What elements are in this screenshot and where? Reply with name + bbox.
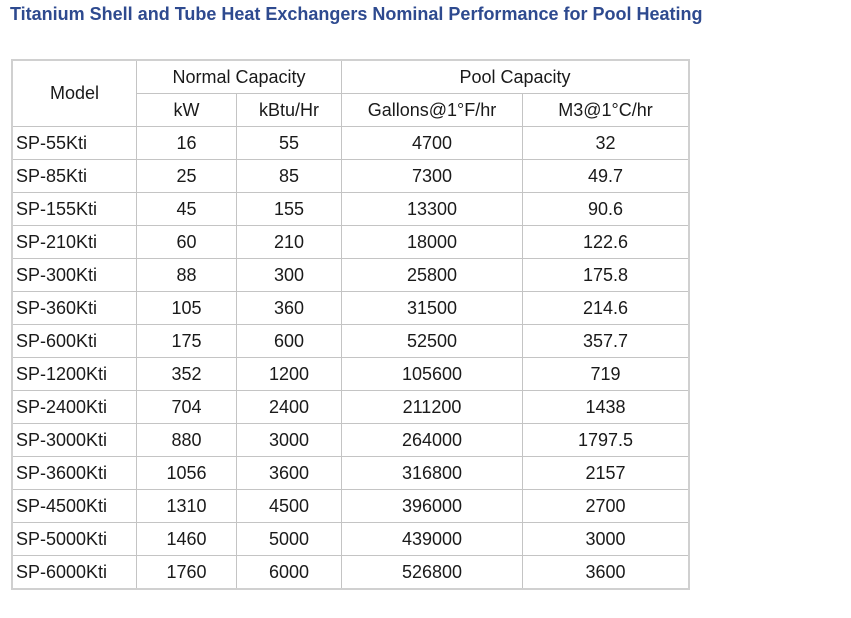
cell-gallons: 13300: [342, 193, 523, 226]
cell-kw: 704: [137, 391, 237, 424]
cell-kw: 105: [137, 292, 237, 325]
cell-kbtu: 1200: [237, 358, 342, 391]
header-normal-capacity: Normal Capacity: [137, 60, 342, 94]
table-body: [12, 127, 689, 590]
table-row: [12, 556, 689, 590]
table-row: [12, 523, 689, 556]
cell-kw: 1760: [137, 556, 237, 590]
cell-kw: 1460: [137, 523, 237, 556]
table-row: [12, 193, 689, 226]
cell-kbtu: 360: [237, 292, 342, 325]
table-row: [12, 127, 689, 160]
cell-m3: 49.7: [523, 160, 690, 193]
cell-kw: 1056: [137, 457, 237, 490]
cell-kw: 352: [137, 358, 237, 391]
cell-gallons: 18000: [342, 226, 523, 259]
cell-m3: 357.7: [523, 325, 690, 358]
cell-kw: 45: [137, 193, 237, 226]
cell-gallons: 526800: [342, 556, 523, 590]
performance-table: [11, 59, 690, 590]
cell-kbtu: 55: [237, 127, 342, 160]
cell-m3: 3000: [523, 523, 690, 556]
cell-m3: 175.8: [523, 259, 690, 292]
page-title: Titanium Shell and Tube Heat Exchangers Nominal Performance for Pool Heating: [10, 4, 703, 24]
cell-kbtu: 600: [237, 325, 342, 358]
header-kbtu: kBtu/Hr: [237, 94, 342, 127]
table-header: [12, 60, 689, 127]
cell-model: SP-4500Kti: [12, 490, 137, 523]
header-row-groups: [12, 60, 689, 94]
cell-m3: 214.6: [523, 292, 690, 325]
table-row: [12, 325, 689, 358]
cell-m3: 2157: [523, 457, 690, 490]
cell-model: SP-300Kti: [12, 259, 137, 292]
table-row: [12, 391, 689, 424]
table-row: [12, 259, 689, 292]
cell-model: SP-5000Kti: [12, 523, 137, 556]
cell-m3: 122.6: [523, 226, 690, 259]
cell-gallons: 439000: [342, 523, 523, 556]
cell-kw: 60: [137, 226, 237, 259]
cell-model: SP-85Kti: [12, 160, 137, 193]
table-row: [12, 226, 689, 259]
cell-model: SP-360Kti: [12, 292, 137, 325]
cell-kbtu: 4500: [237, 490, 342, 523]
header-model: Model: [12, 60, 137, 127]
header-m3: M3@1°C/hr: [523, 94, 690, 127]
header-kw: kW: [137, 94, 237, 127]
cell-gallons: 316800: [342, 457, 523, 490]
cell-kbtu: 2400: [237, 391, 342, 424]
cell-kbtu: 5000: [237, 523, 342, 556]
cell-kw: 25: [137, 160, 237, 193]
cell-model: SP-1200Kti: [12, 358, 137, 391]
header-gallons: Gallons@1°F/hr: [342, 94, 523, 127]
cell-kbtu: 155: [237, 193, 342, 226]
cell-model: SP-210Kti: [12, 226, 137, 259]
cell-m3: 90.6: [523, 193, 690, 226]
cell-m3: 32: [523, 127, 690, 160]
table-row: [12, 490, 689, 523]
cell-gallons: 396000: [342, 490, 523, 523]
cell-model: SP-6000Kti: [12, 556, 137, 590]
header-pool-capacity: Pool Capacity: [342, 60, 690, 94]
table-row: [12, 358, 689, 391]
cell-kbtu: 3600: [237, 457, 342, 490]
table-row: [12, 292, 689, 325]
cell-kbtu: 3000: [237, 424, 342, 457]
cell-model: SP-2400Kti: [12, 391, 137, 424]
cell-kw: 1310: [137, 490, 237, 523]
cell-model: SP-55Kti: [12, 127, 137, 160]
cell-gallons: 25800: [342, 259, 523, 292]
cell-gallons: 52500: [342, 325, 523, 358]
cell-m3: 1438: [523, 391, 690, 424]
cell-kw: 88: [137, 259, 237, 292]
cell-model: SP-155Kti: [12, 193, 137, 226]
cell-kw: 880: [137, 424, 237, 457]
cell-kbtu: 210: [237, 226, 342, 259]
table-row: [12, 160, 689, 193]
cell-kbtu: 6000: [237, 556, 342, 590]
cell-gallons: 7300: [342, 160, 523, 193]
cell-m3: 3600: [523, 556, 690, 590]
cell-m3: 1797.5: [523, 424, 690, 457]
cell-gallons: 4700: [342, 127, 523, 160]
cell-kw: 16: [137, 127, 237, 160]
cell-m3: 2700: [523, 490, 690, 523]
cell-kw: 175: [137, 325, 237, 358]
cell-gallons: 105600: [342, 358, 523, 391]
table-row: [12, 457, 689, 490]
cell-model: SP-3600Kti: [12, 457, 137, 490]
cell-gallons: 211200: [342, 391, 523, 424]
table-row: [12, 424, 689, 457]
cell-kbtu: 300: [237, 259, 342, 292]
cell-model: SP-600Kti: [12, 325, 137, 358]
cell-kbtu: 85: [237, 160, 342, 193]
cell-gallons: 31500: [342, 292, 523, 325]
cell-model: SP-3000Kti: [12, 424, 137, 457]
cell-gallons: 264000: [342, 424, 523, 457]
cell-m3: 719: [523, 358, 690, 391]
